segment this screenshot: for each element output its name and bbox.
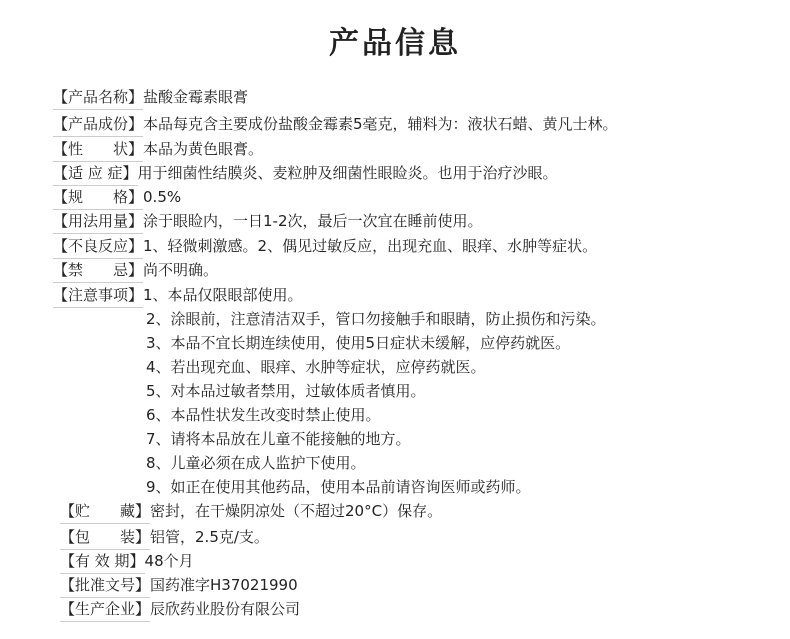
field-label: 【规 格】 bbox=[53, 186, 143, 208]
field-manufacturer bbox=[60, 598, 300, 620]
field-indications bbox=[53, 162, 558, 184]
field-value: 本品为黄色眼膏。 bbox=[143, 140, 264, 158]
field-value: 本品每克含主要成份盐酸金霉素5毫克，辅料为：液状石蜡、黄凡士林。 bbox=[143, 115, 618, 133]
field-product-name bbox=[53, 86, 248, 108]
field-value: 密封，在干燥阴凉处（不超过20°C）保存。 bbox=[150, 502, 443, 520]
field-value: 辰欣药业股份有限公司 bbox=[150, 600, 301, 618]
field-dosage bbox=[53, 210, 483, 232]
field-label: 【产品成份】 bbox=[53, 113, 143, 135]
precaution-item: 7、请将本品放在儿童不能接触的地方。 bbox=[146, 430, 411, 448]
precaution-item: 3、本品不宜长期连续使用，使用5日症状未缓解，应停药就医。 bbox=[146, 334, 571, 352]
field-label: 【有 效 期】 bbox=[60, 550, 145, 572]
precaution-item: 8、儿童必须在成人监护下使用。 bbox=[146, 454, 366, 472]
page-title: 产品信息 bbox=[329, 26, 461, 61]
field-label: 【适 应 症】 bbox=[53, 162, 138, 184]
field-value: 尚不明确。 bbox=[143, 261, 219, 279]
field-label: 【性 状】 bbox=[53, 138, 143, 160]
field-validity bbox=[60, 550, 194, 572]
field-label: 【贮 藏】 bbox=[60, 500, 150, 522]
precaution-item: 9、如正在使用其他药品，使用本品前请咨询医师或药师。 bbox=[146, 478, 531, 496]
field-value: 48个月 bbox=[144, 552, 194, 570]
precaution-item: 2、涂眼前，注意清洁双手，管口勿接触手和眼睛，防止损伤和污染。 bbox=[146, 310, 606, 328]
precaution-item: 5、对本品过敏者禁用，过敏体质者慎用。 bbox=[146, 382, 426, 400]
field-label: 【不良反应】 bbox=[53, 235, 143, 257]
precaution-item: 4、若出现充血、眼痒、水肿等症状，应停药就医。 bbox=[146, 358, 486, 376]
field-label: 【用法用量】 bbox=[53, 210, 143, 232]
field-label: 【产品名称】 bbox=[53, 86, 143, 108]
field-value: 盐酸金霉素眼膏 bbox=[143, 88, 249, 106]
field-appearance bbox=[53, 138, 263, 160]
field-label: 【注意事项】 bbox=[53, 284, 143, 306]
field-label: 【禁 忌】 bbox=[53, 259, 143, 281]
field-approval-number bbox=[60, 574, 298, 596]
field-value: 铝管，2.5克/支。 bbox=[150, 528, 269, 546]
field-adverse-reactions bbox=[53, 235, 597, 257]
field-value: 用于细菌性结膜炎、麦粒肿及细菌性眼睑炎。也用于治疗沙眼。 bbox=[137, 164, 558, 182]
field-value: 涂于眼睑内，一日1-2次，最后一次宜在睡前使用。 bbox=[143, 212, 483, 230]
field-value: 1、轻微刺激感。2、偶见过敏反应，出现充血、眼痒、水肿等症状。 bbox=[143, 237, 598, 255]
field-value: 0.5% bbox=[143, 188, 182, 206]
field-composition bbox=[53, 113, 618, 135]
field-contraindications bbox=[53, 259, 218, 281]
field-value: 国药准字H37021990 bbox=[150, 576, 298, 594]
field-label: 【包 装】 bbox=[60, 526, 150, 548]
field-precautions bbox=[53, 284, 303, 306]
field-label: 【生产企业】 bbox=[60, 598, 150, 620]
field-label: 【批准文号】 bbox=[60, 574, 150, 596]
field-storage bbox=[60, 500, 442, 522]
field-specification bbox=[53, 186, 181, 208]
precaution-item: 6、本品性状发生改变时禁止使用。 bbox=[146, 406, 381, 424]
field-packaging bbox=[60, 526, 269, 548]
field-value: 1、本品仅限眼部使用。 bbox=[143, 286, 303, 304]
